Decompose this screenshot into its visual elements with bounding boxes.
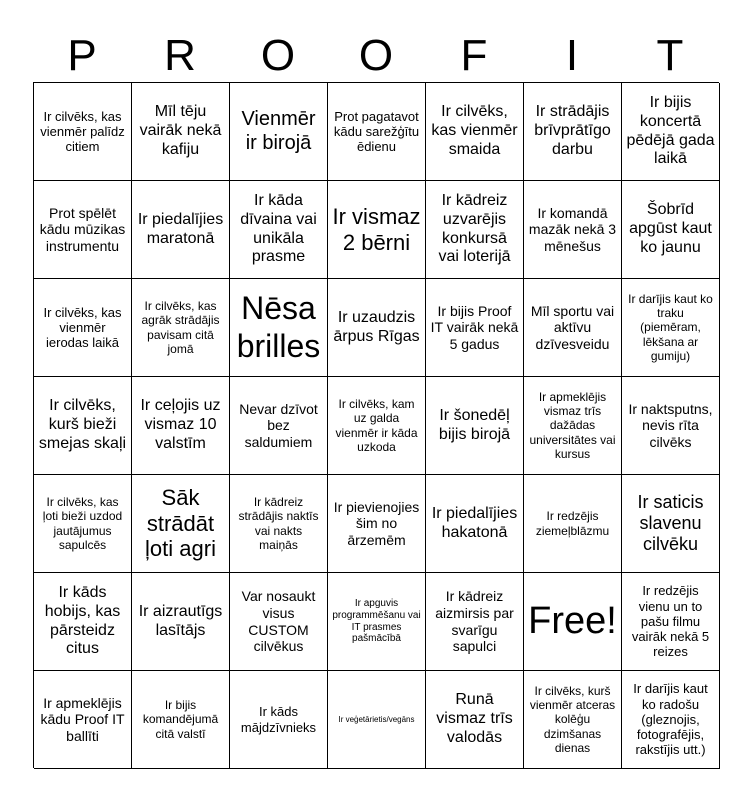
free-cell[interactable]: Free! [524,573,622,671]
bingo-cell[interactable]: Ir bijis Proof IT vairāk nekā 5 gadus [426,279,524,377]
bingo-cell[interactable]: Ir cilvēks, kurš vienmēr atceras kolēģu dzimšanas dienas [524,671,622,769]
bingo-cell[interactable]: Ir vismaz 2 bērni [328,181,426,279]
bingo-cell[interactable]: Ir veģetārietis/vegāns [328,671,426,769]
bingo-cell[interactable]: Ir kādreiz aizmirsis par svarīgu sapulci [426,573,524,671]
title-letter: O [260,31,296,80]
bingo-cell[interactable]: Ir saticis slavenu cilvēku [622,475,720,573]
title-letter: F [460,31,488,80]
bingo-cell[interactable]: Sāk strādāt ļoti agri [132,475,230,573]
bingo-cell[interactable]: Ir cilvēks, kas ļoti bieži uzdod jautājumus sapulcēs [34,475,132,573]
title-letter: I [565,31,579,80]
bingo-cell[interactable]: Ir kādreiz uzvarējis konkursā vai loterijā [426,181,524,279]
bingo-cell[interactable]: Runā vismaz trīs valodās [426,671,524,769]
title-letter: O [358,31,394,80]
bingo-cell[interactable]: Ir apmeklējis vismaz trīs dažādas universitātes vai kursus [524,377,622,475]
bingo-cell[interactable]: Mīl tēju vairāk nekā kafiju [132,83,230,181]
bingo-cell[interactable]: Ir piedalījies maratonā [132,181,230,279]
title-letter: R [164,31,196,80]
bingo-cell[interactable]: Ir kāds mājdzīvnieks [230,671,328,769]
bingo-cell[interactable]: Ir redzējis ziemeļblāzmu [524,475,622,573]
bingo-cell[interactable]: Ir strādājis brīvprātīgo darbu [524,83,622,181]
bingo-cell[interactable]: Nēsa brilles [230,279,328,377]
title-letter: T [656,31,684,80]
bingo-cell[interactable]: Ir piedalījies hakatonā [426,475,524,573]
bingo-cell[interactable]: Ir cilvēks, kas vienmēr smaida [426,83,524,181]
bingo-cell[interactable]: Ir kādreiz strādājis naktīs vai nakts maiņās [230,475,328,573]
bingo-cell[interactable]: Šobrīd apgūst kaut ko jaunu [622,181,720,279]
bingo-cell[interactable]: Ir darījis kaut ko radošu (gleznojis, fotografējis, rakstījis utt.) [622,671,720,769]
bingo-title [33,30,719,82]
title-letter: P [67,31,97,80]
bingo-cell[interactable]: Ir darījis kaut ko traku (piemēram, lēkšana ar gumiju) [622,279,720,377]
bingo-cell[interactable]: Ir apmeklējis kādu Proof IT ballīti [34,671,132,769]
bingo-cell[interactable]: Ir kāds hobijs, kas pārsteidz citus [34,573,132,671]
bingo-cell[interactable]: Ir aizrautīgs lasītājs [132,573,230,671]
bingo-cell[interactable]: Ir kāda dīvaina vai unikāla prasme [230,181,328,279]
bingo-cell[interactable]: Ir bijis koncertā pēdējā gada laikā [622,83,720,181]
bingo-cell[interactable]: Mīl sportu vai aktīvu dzīvesveidu [524,279,622,377]
bingo-cell[interactable]: Ir šonedēļ bijis birojā [426,377,524,475]
bingo-cell[interactable]: Ir komandā mazāk nekā 3 mēnešus [524,181,622,279]
bingo-cell[interactable]: Ir redzējis vienu un to pašu filmu vairāk nekā 5 reizes [622,573,720,671]
bingo-cell[interactable]: Ir cilvēks, kas agrāk strādājis pavisam citā jomā [132,279,230,377]
bingo-cell[interactable]: Ir ceļojis uz vismaz 10 valstīm [132,377,230,475]
bingo-cell[interactable]: Prot spēlēt kādu mūzikas instrumentu [34,181,132,279]
bingo-cell[interactable]: Vienmēr ir birojā [230,83,328,181]
bingo-cell[interactable]: Ir uzaudzis ārpus Rīgas [328,279,426,377]
bingo-cell[interactable]: Ir apguvis programmēšanu vai IT prasmes pašmācībā [328,573,426,671]
bingo-cell[interactable]: Ir cilvēks, kas vienmēr palīdz citiem [34,83,132,181]
bingo-cell[interactable]: Ir cilvēks, kam uz galda vienmēr ir kāda uzkoda [328,377,426,475]
bingo-cell[interactable]: Prot pagatavot kādu sarežģītu ēdienu [328,83,426,181]
bingo-cell[interactable]: Ir pievienojies šim no ārzemēm [328,475,426,573]
bingo-cell[interactable]: Nevar dzīvot bez saldumiem [230,377,328,475]
bingo-cell[interactable]: Ir naktsputns, nevis rīta cilvēks [622,377,720,475]
bingo-cell[interactable]: Ir cilvēks, kas vienmēr ierodas laikā [34,279,132,377]
bingo-board [33,82,719,768]
bingo-cell[interactable]: Ir bijis komandējumā citā valstī [132,671,230,769]
bingo-cell[interactable]: Var nosaukt visus CUSTOM cilvēkus [230,573,328,671]
bingo-cell[interactable]: Ir cilvēks, kurš bieži smejas skaļi [34,377,132,475]
